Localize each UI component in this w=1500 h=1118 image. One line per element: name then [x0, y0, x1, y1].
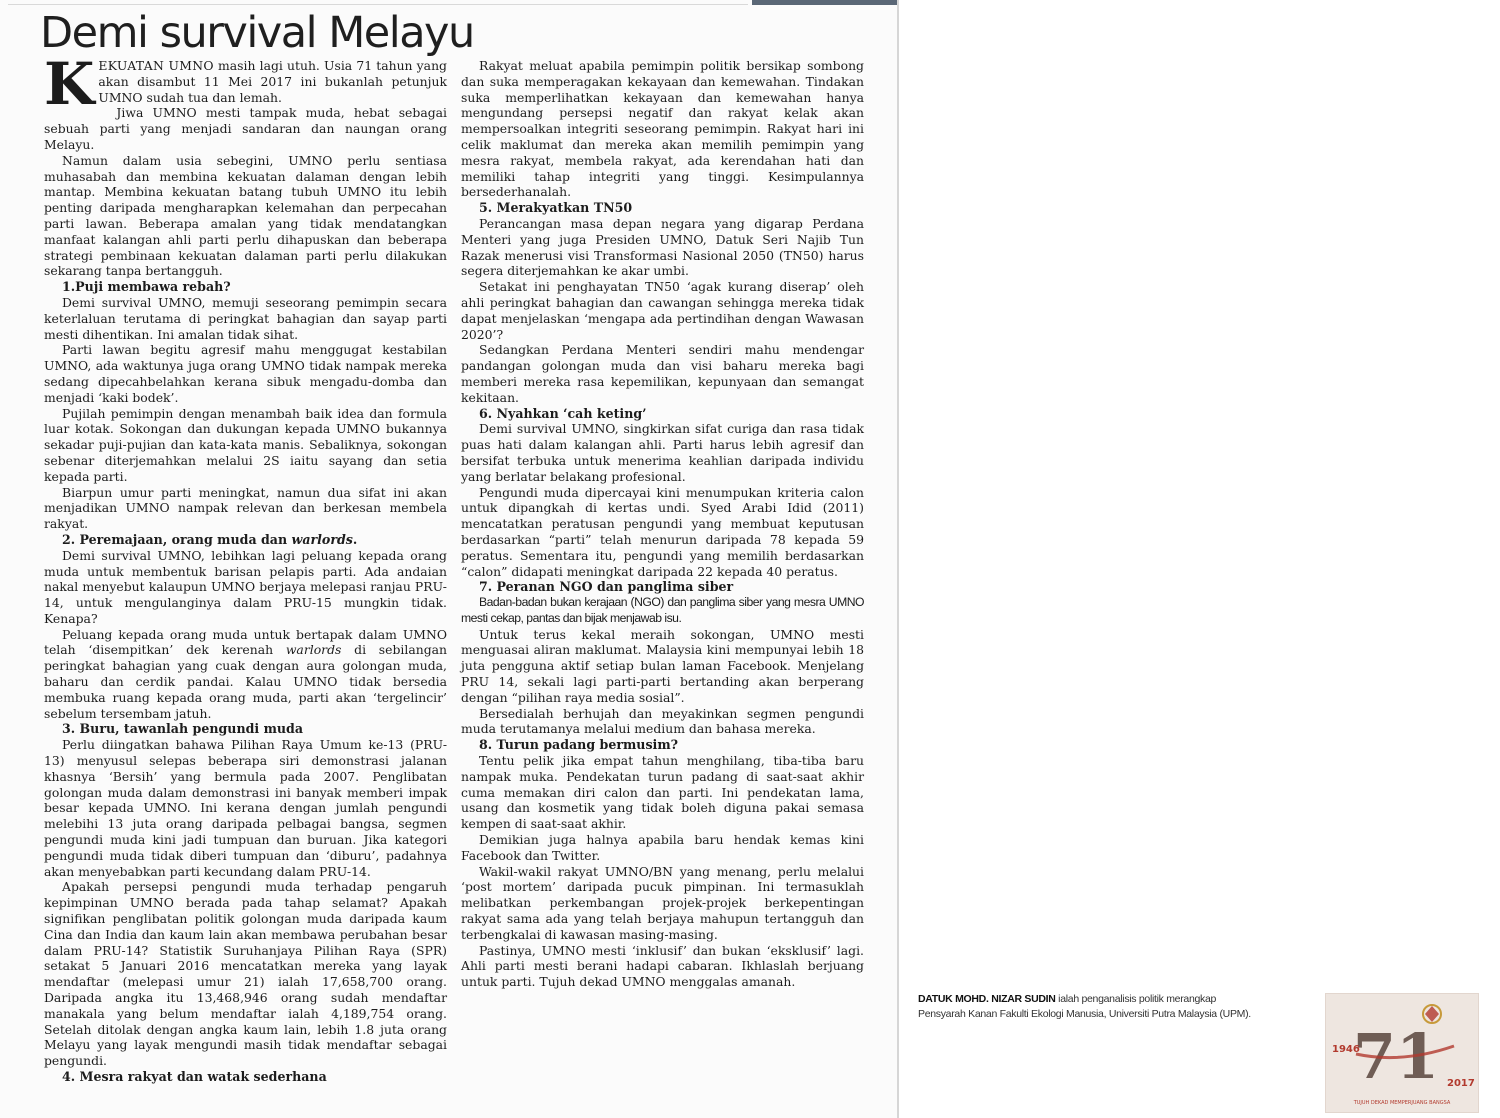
umno-71-anniversary-logo: [1325, 993, 1479, 1113]
paragraph: Demikian juga halnya apabila baru hendak kemas kini Facebook dan Twitter.: [461, 832, 864, 863]
paragraph: Bersedialah berhujah dan meyakinkan segmen pengundi muda terutamanya melalui medium dan bahasa mereka.: [461, 705, 864, 737]
paragraph: Wakil-wakil rakyat UMNO/BN yang menang, perlu melalui ‘post mortem’ daripada pucuk pimpinan. Ini termasuklah melibatkan perkembangan projek-projek berkepentingan rakyat sama ada yang telah berjaya mahupun tertangguh dan terbengkalai di kawasan masing-masing.: [461, 863, 864, 942]
lead-paragraph: [44, 50, 447, 118]
paragraph: Badan-badan bukan kerajaan (NGO) dan panglima siber yang mesra UMNO mesti cekap, pantas dan bijak menjawab isu.: [461, 595, 864, 625]
section-heading-4: 4. Mesra rakyat dan watak sederhana: [62, 1069, 327, 1084]
logo-tagline: TUJUH DEKAD MEMPERJUANG BANGSA: [1353, 1100, 1451, 1106]
paragraph: Tentu pelik jika empat tahun menghilang, tiba-tiba baru nampak muka. Pendekatan turun padang di saat-saat akhir cuma memakan diri calon dan parti. Ini pendekatan lama, usang dan kosmetik yang tidak boleh diguna pakai semasa kempen di saat-saat akhir.: [461, 753, 864, 832]
paragraph: Demi survival UMNO, singkirkan sifat curiga dan rasa tidak puas hati dalam kalangan ahli. Parti harus lebih agresif dan bersifat terbuka untuk menerima keahlian daripada individu yang berlatar belakang profesional.: [461, 421, 864, 484]
drop-cap: K: [44, 50, 95, 118]
section-heading-5: 5. Merakyatkan TN50: [479, 200, 633, 216]
paragraph: Biarpun umur parti meningkat, namun dua sifat ini akan menjadikan UMNO nampak relevan dan berkesan membela rakyat.: [44, 484, 447, 532]
paragraph: Demi survival UMNO, memuji seseorang pemimpin secara keterlaluan terutama di peringkat bahagian dan sayap parti mesti dihentikan. Ini amalan tidak sihat.: [44, 294, 447, 342]
top-color-bar: [752, 0, 897, 5]
author-name: DATUK MOHD. NIZAR SUDIN: [918, 993, 1056, 1005]
author-affiliation: Pensyarah Kanan Fakulti Ekologi Manusia, Universiti Putra Malaysia (UPM).: [918, 1008, 1251, 1020]
paragraph: Setakat ini penghayatan TN50 ‘agak kurang diserap’ oleh ahli peringkat bahagian dan cawangan sehingga mereka tidak dapat menjelaskan ‘mengapa ada pertindihan dengan Wawasan 2020’?: [461, 279, 864, 342]
section-heading-2: 2. Peremajaan, orang muda dan warlords.: [62, 531, 358, 547]
paragraph: Peluang kepada orang muda untuk bertapak dalam UMNO telah ‘disempitkan’ dek kerenah warlords di sebilangan peringkat bahagian yang cuak dengan aura golongan muda, baharu dan cerdik pandai. Kalau UMNO tidak bersedia membuka ruang kepada orang muda, parti akan ‘tergelincir’ sebelum tersembam jatuh.: [44, 626, 447, 721]
section-heading-6: 6. Nyahkan ‘cah keting’: [479, 405, 647, 421]
author-role: ialah penganalisis politik merangkap: [1055, 993, 1217, 1005]
logo-year-start: 1946: [1332, 1044, 1360, 1055]
logo-number: 71: [1352, 1020, 1440, 1093]
paragraph: Demi survival UMNO, lebihkan lagi peluang kepada orang muda untuk membentuk barisan pelapis parti. Ada andaian nakal menyebut kalaupun UMNO berjaya melepasi ranjau PRU-14, untuk mengulanginya dalam PRU-15 mungkin tidak. Kenapa?: [44, 547, 447, 626]
paragraph: Sedangkan Perdana Menteri sendiri mahu mendengar pandangan golongan muda dan visi baharu mereka bagi memberi mereka rasa kepemilikan, kepunyaan dan semangat kekitaan.: [461, 342, 864, 405]
author-byline: [918, 992, 1313, 1022]
paragraph: Pastinya, UMNO mesti ‘inklusif’ dan bukan ‘eksklusif’ lagi. Ahli parti mesti berani hadapi cabaran. Ikhlaslah berjuang untuk parti. Tujuh dekad UMNO menggalas amanah.: [461, 942, 864, 990]
lead-text: masih lagi utuh. Usia 71 tahun yang akan disambut 11 Mei 2017 ini bukanlah petunjuk UMNO sudah tua dan lemah.: [98, 58, 447, 105]
paragraph: Pujilah pemimpin dengan menambah baik idea dan formula luar kotak. Sokongan dan dukungan kepada UMNO bukannya sekadar puji-pujian dan kata-kata manis. Sebaliknya, sokongan sebenar diterjemahkan melalui 2S iaitu sayang dan setia kepada parti.: [44, 405, 447, 484]
lead-caps: EKUATAN UMNO: [98, 58, 214, 73]
intro-paragraph: Jiwa UMNO mesti tampak muda, hebat sebagai sebuah parti yang menjadi sandaran dan naungan orang Melayu.: [44, 105, 447, 152]
section-heading-7: 7. Peranan NGO dan panglima siber: [479, 579, 734, 595]
paragraph: Parti lawan begitu agresif mahu menggugat kestabilan UMNO, ada waktunya juga orang UMNO tidak nampak mereka sedang dipecahbelahkan kerana sibuk mengadu-domba dan menjadi ‘kaki bodek’.: [44, 342, 447, 405]
section-heading-1: 1.Puji membawa rebah?: [62, 279, 231, 295]
headline: Demi survival Melayu: [40, 8, 474, 58]
article-body: [44, 50, 864, 1116]
paragraph: Pengundi muda dipercayai kini menumpukan kriteria calon untuk dipangkah di kertas undi. Syed Arabi Idid (2011) mencatatkan peratusan pengundi yang membuat keputusan berdasarkan “parti” telah menurun daripada 78 kepada 59 peratus. Sementara itu, pengundi yang memilih berdasarkan “calon” didapati meningkat daripada 22 kepada 40 peratus.: [461, 484, 864, 579]
paragraph: Perlu diingatkan bahawa Pilihan Raya Umum ke-13 (PRU-13) menyusul selepas beberapa siri demonstrasi jalanan khasnya ‘Bersih’ yang bermula pada 2007. Penglibatan golongan muda dalam demonstrasi ini banyak memberi impak besar kepada UMNO. Ini kerana dengan jumlah pengundi melebihi 13 juta orang daripada pelbagai bangsa, segmen pengundi muda kini jadi tumpuan dan buruan. Jika kategori pengundi muda tidak diberi tumpuan dan ‘diburu’, padahnya akan menyebabkan parti kecundang dalam PRU-14.: [44, 737, 447, 879]
intro-paragraph: Namun dalam usia sebegini, UMNO perlu sentiasa muhasabah dan membina kekuatan dalaman dengan lebih mantap. Membina kekuatan batang tubuh UMNO itu lebih penting daripada mengharapkan kelemahan dan perpecahan parti lawan. Beberapa amalan yang tidak mendatangkan manfaat kalangan ahli parti perlu dihapuskan dan beberapa strategi pembinaan kekuatan dalaman parti perlu dilakukan sekarang tanpa bertangguh.: [44, 152, 447, 279]
paragraph: Perancangan masa depan negara yang digarap Perdana Menteri yang juga Presiden UMNO, Datuk Seri Najib Tun Razak menerusi visi Transformasi Nasional 2050 (TN50) harus segera diterjemahkan ke akar umbi.: [461, 215, 864, 279]
logo-year-end: 2017: [1447, 1078, 1475, 1089]
section-heading-8: 8. Turun padang bermusim?: [479, 737, 679, 753]
paragraph: Untuk terus kekal meraih sokongan, UMNO mesti menguasai aliran maklumat. Malaysia kini mempunyai lebih 18 juta pengguna aktif setiap bulan laman Facebook. Menjelang PRU 14, sekali lagi parti-parti bertanding akan berperang dengan “pilihan raya media sosial”.: [461, 626, 864, 705]
paragraph: Apakah persepsi pengundi muda terhadap pengaruh kepimpinan UMNO berada pada tahap selamat? Apakah signifikan penglibatan politik golongan muda daripada kaum Cina dan India dan kaum lain akan membawa perubahan besar dalam PRU-14? Statistik Suruhanjaya Pilihan Raya (SPR) setakat 5 Januari 2016 mencatatkan mereka yang layak mendaftar (melepasi umur 21) ialah 17,658,700 orang. Daripada angka itu 13,468,946 orang sudah mendaftar manakala yang belum mendaftar ialah 4,189,754 orang. Setelah ditolak dengan angka kaum lain, lebih 1.8 juta orang Melayu yang layak mengundi masih tidak mendaftar sebagai pengundi.: [44, 879, 447, 1069]
anniversary-emblem-icon: [1326, 994, 1478, 1112]
section-heading-3: 3. Buru, tawanlah pengundi muda: [62, 721, 304, 737]
paragraph: Rakyat meluat apabila pemimpin politik bersikap sombong dan suka memperagakan kekayaan dan kemewahan. Tindakan suka memperlihatkan kekayaan dan kemewahan hanya mengundang persepsi negatif dan rakyat kelak akan mempersoalkan integriti seseorang pemimpin. Rakyat hari ini celik maklumat dan mereka akan memilih pemimpin yang mesra rakyat, membela rakyat, ada kerendahan hati dan memiliki tahap integriti yang tinggi. Kesimpulannya bersederhanalah.: [461, 58, 864, 200]
